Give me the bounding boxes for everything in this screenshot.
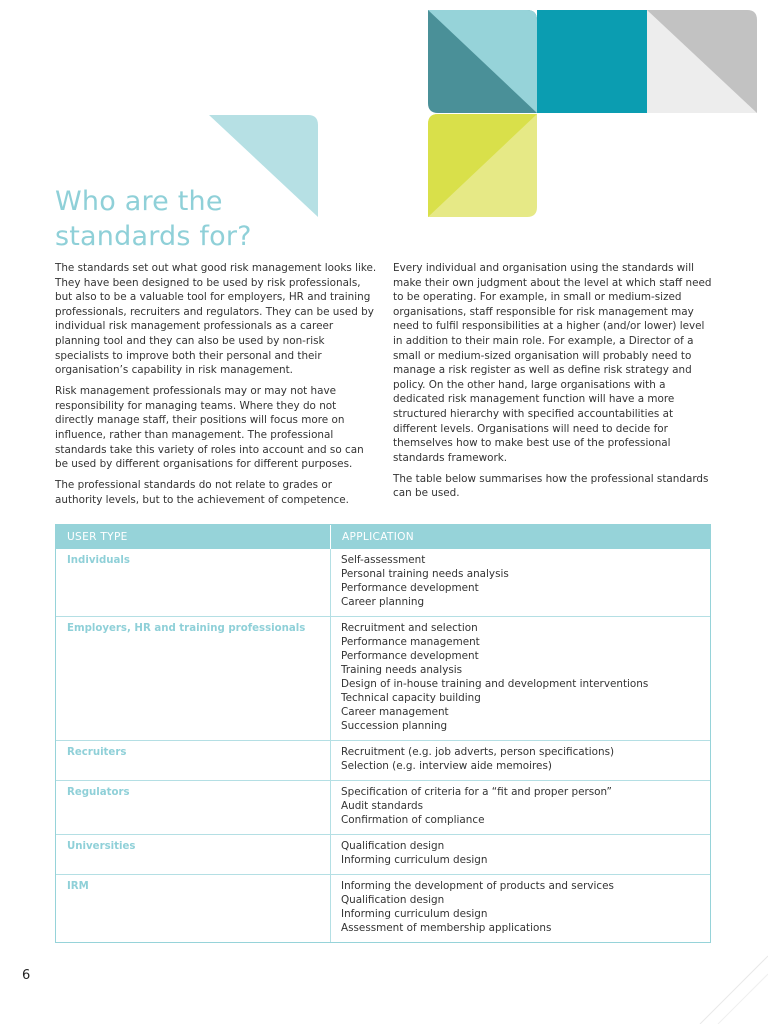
application-item: Recruitment and selection xyxy=(341,622,478,634)
application-item: Selection (e.g. interview aide memoires) xyxy=(341,760,552,772)
application-item: Confirmation of compliance xyxy=(341,814,485,826)
application-item: Career planning xyxy=(341,596,425,608)
application-item: Career management xyxy=(341,706,449,718)
application-item: Informing curriculum design xyxy=(341,854,488,866)
application-cell xyxy=(331,549,710,616)
application-item: Succession planning xyxy=(341,720,448,732)
application-cell xyxy=(331,617,710,740)
title-line-1: Who are the xyxy=(55,186,223,217)
application-item: Informing curriculum design xyxy=(341,908,488,920)
application-item: Informing the development of products and services xyxy=(341,880,614,892)
application-item: Qualification design xyxy=(341,894,445,906)
application-item: Specification of criteria for a “fit and proper person” xyxy=(341,786,612,798)
application-item: Training needs analysis xyxy=(341,664,463,676)
application-item: Audit standards xyxy=(341,800,424,812)
application-cell xyxy=(331,835,710,874)
user-type-cell: Universities xyxy=(56,835,331,874)
application-item: Technical capacity building xyxy=(341,692,481,704)
application-item: Self-assessment xyxy=(341,554,426,566)
table-row xyxy=(56,780,710,834)
paragraph: The standards set out what good risk management looks like. They have been designed to be used by risk professionals, but also to be a valuable tool for employers, HR and training professionals, recruiters and regulators. They can be used by individual risk management professionals as a career planning tool and they can also be used by non-risk specialists to improve both their personal and their organisation’s capability in risk management. xyxy=(55,262,377,377)
table-row xyxy=(56,834,710,874)
application-cell xyxy=(331,875,710,942)
title-line-2: standards for? xyxy=(55,221,252,252)
paragraph: The table below summarises how the professional standards can be used. xyxy=(393,472,709,500)
table-row xyxy=(56,549,710,616)
table-header xyxy=(56,525,710,549)
table-row xyxy=(56,874,710,942)
table-row xyxy=(56,740,710,780)
application-item: Design of in-house training and development interventions xyxy=(341,678,649,690)
user-type-cell: Employers, HR and training professionals xyxy=(56,617,331,740)
right-text-column xyxy=(393,261,715,508)
user-type-cell: Regulators xyxy=(56,781,331,834)
left-text-column xyxy=(55,261,377,514)
application-item: Personal training needs analysis xyxy=(341,568,509,580)
table-body xyxy=(56,549,710,942)
application-item: Performance management xyxy=(341,636,480,648)
page-number: 6 xyxy=(22,968,31,983)
application-cell xyxy=(331,781,710,834)
application-item: Assessment of membership applications xyxy=(341,922,552,934)
paragraph: Risk management professionals may or may not have responsibility for managing teams. Where they do not directly manage staff, their positions will focus more on influence, rather than management. The professional standards take this variety of roles into account and so can be used by different organisations for different purposes. xyxy=(55,385,364,471)
user-type-table xyxy=(55,524,711,943)
table-row xyxy=(56,616,710,740)
paragraph: The professional standards do not relate to grades or authority levels, but to the achievement of competence. xyxy=(55,479,349,506)
page-title xyxy=(55,184,375,254)
application-item: Qualification design xyxy=(341,840,445,852)
user-type-cell: Individuals xyxy=(56,549,331,616)
header-application: APPLICATION xyxy=(342,531,415,543)
user-type-cell: IRM xyxy=(56,875,331,942)
application-item: Recruitment (e.g. job adverts, person specifications) xyxy=(341,746,615,758)
application-cell xyxy=(331,741,710,780)
header-user-type: USER TYPE xyxy=(56,525,331,549)
application-item: Performance development xyxy=(341,582,479,594)
application-item: Performance development xyxy=(341,650,479,662)
paragraph: Every individual and organisation using the standards will make their own judgment about the level at which staff need to be operating. For example, in small or medium-sized organisations, staff responsible for risk management may need to fulfil responsibilities at a higher (and/or lower) level in addition to their main role. For example, a Director of a small or medium-sized organisation will probably need to manage a risk register as well as define risk strategy and policy. On the other hand, large organisations with a dedicated risk management function will have a more structured hierarchy with specified accountabilities at different levels. Organisations will need to decide for themselves how to make best use of the professional standards framework. xyxy=(393,262,712,464)
user-type-cell: Recruiters xyxy=(56,741,331,780)
